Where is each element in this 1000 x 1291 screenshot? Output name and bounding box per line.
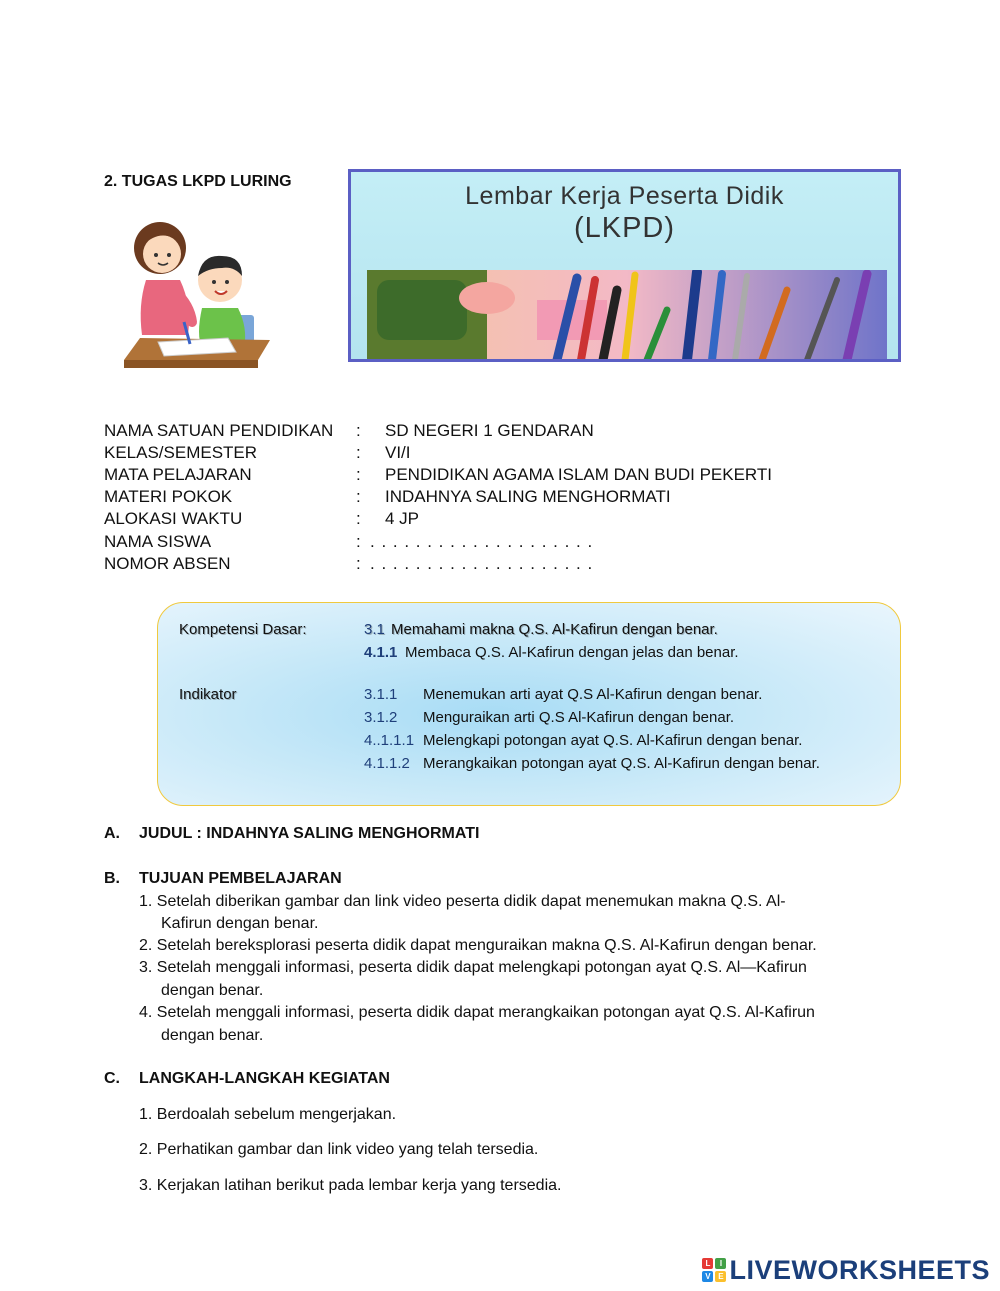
logo-letter: I <box>715 1258 726 1269</box>
objective-line: dengan benar. <box>161 982 264 999</box>
identity-value: PENDIDIKAN AGAMA ISLAM DAN BUDI PEKERTI <box>385 465 773 484</box>
kd-code: 4.1.1 <box>364 644 398 661</box>
identity-colon: : <box>356 421 361 440</box>
identity-colon: : <box>356 532 361 551</box>
liveworksheets-logo-icon <box>702 1258 726 1282</box>
objective-line: 2. Setelah bereksplorasi peserta didik dapat menguraikan makna Q.S. Al-Kafirun dengan benar. <box>139 937 817 954</box>
section-title: LANGKAH-LANGKAH KEGIATAN <box>139 1070 390 1087</box>
section-title: JUDUL : INDAHNYA SALING MENGHORMATI <box>139 825 480 842</box>
indikator-text: Melengkapi potongan ayat Q.S. Al-Kafirun dengan benar. <box>423 732 803 749</box>
section-title: TUJUAN PEMBELAJARAN <box>139 870 342 887</box>
indikator-text: Menguraikan arti Q.S Al-Kafirun dengan benar. <box>423 709 735 726</box>
lkpd-banner <box>348 169 901 362</box>
kd-text: Membaca Q.S. Al-Kafirun dengan jelas dan benar. <box>405 644 739 661</box>
kd-text: Memahami makna Q.S. Al-Kafirun dengan benar. <box>391 621 718 638</box>
identity-colon: : <box>356 509 361 528</box>
identity-label: KELAS/SEMESTER <box>104 443 258 462</box>
identity-colon: : <box>356 487 361 506</box>
watermark-text: LIVEWORKSHEETS <box>729 1254 990 1285</box>
identity-label: MATERI POKOK <box>104 487 233 506</box>
step-line: 3. Kerjakan latihan berikut pada lembar kerja yang tersedia. <box>139 1177 562 1194</box>
section-letter: B. <box>104 870 120 887</box>
identity-label: NAMA SISWA <box>104 532 212 551</box>
indikator-text: Menemukan arti ayat Q.S Al-Kafirun dengan benar. <box>423 686 763 703</box>
identity-label: NOMOR ABSEN <box>104 554 231 573</box>
competency-box <box>157 602 901 806</box>
identity-label: NAMA SATUAN PENDIDIKAN <box>104 421 334 440</box>
objective-line: Kafirun dengan benar. <box>161 915 319 932</box>
identity-value: 4 JP <box>385 509 420 528</box>
objective-line: 3. Setelah menggali informasi, peserta didik dapat melengkapi potongan ayat Q.S. Al—Kafirun <box>139 959 807 976</box>
kd-code: 3.1 <box>364 621 385 638</box>
logo-letter: L <box>702 1258 713 1269</box>
kd-label: Kompetensi Dasar: <box>179 621 307 638</box>
logo-letter: E <box>715 1271 726 1282</box>
indikator-code: 3.1.2 <box>364 709 398 726</box>
indikator-text: Merangkaikan potongan ayat Q.S. Al-Kafirun dengan benar. <box>423 755 820 772</box>
section-c-heading <box>104 1070 390 1088</box>
identity-label: MATA PELAJARAN <box>104 465 252 484</box>
mother-child-illustration <box>118 210 278 375</box>
section-letter: A. <box>104 825 120 842</box>
identity-colon: : <box>356 554 361 573</box>
section-a-heading <box>104 825 479 843</box>
identity-value: SD NEGERI 1 GENDARAN <box>385 421 594 440</box>
objective-line: dengan benar. <box>161 1027 264 1044</box>
identity-value: VI/I <box>385 443 411 462</box>
section-b-heading <box>104 870 342 888</box>
banner-title: Lembar Kerja Peserta Didik <box>465 182 784 210</box>
section-letter: C. <box>104 1070 120 1087</box>
identity-colon: : <box>356 465 361 484</box>
identity-value: INDAHNYA SALING MENGHORMATI <box>385 487 671 506</box>
step-line: 1. Berdoalah sebelum mengerjakan. <box>139 1106 397 1123</box>
step-line: 2. Perhatikan gambar dan link video yang telah tersedia. <box>139 1141 539 1158</box>
indikator-label: Indikator <box>179 686 237 703</box>
objective-line: 4. Setelah menggali informasi, peserta didik dapat merangkaikan potongan ayat Q.S. Al-Kafirun <box>139 1004 815 1021</box>
banner-subtitle: (LKPD) <box>573 212 676 244</box>
indikator-code: 4.1.1.2 <box>364 755 410 772</box>
identity-label: ALOKASI WAKTU <box>104 509 243 528</box>
identity-colon: : <box>356 443 361 462</box>
absent-number-field[interactable]: . . . . . . . . . . . . . . . . . . . . <box>370 554 594 573</box>
stationery-photo <box>367 270 887 362</box>
objective-line: 1. Setelah diberikan gambar dan link video peserta didik dapat menemukan makna Q.S. Al- <box>139 893 786 910</box>
liveworksheets-watermark <box>702 1255 990 1285</box>
indikator-code: 3.1.1 <box>364 686 398 703</box>
indikator-code: 4..1.1.1 <box>364 732 415 749</box>
student-name-field[interactable]: . . . . . . . . . . . . . . . . . . . . <box>370 532 594 551</box>
logo-letter: V <box>702 1271 713 1282</box>
task-title: 2. TUGAS LKPD LURING <box>104 173 292 190</box>
